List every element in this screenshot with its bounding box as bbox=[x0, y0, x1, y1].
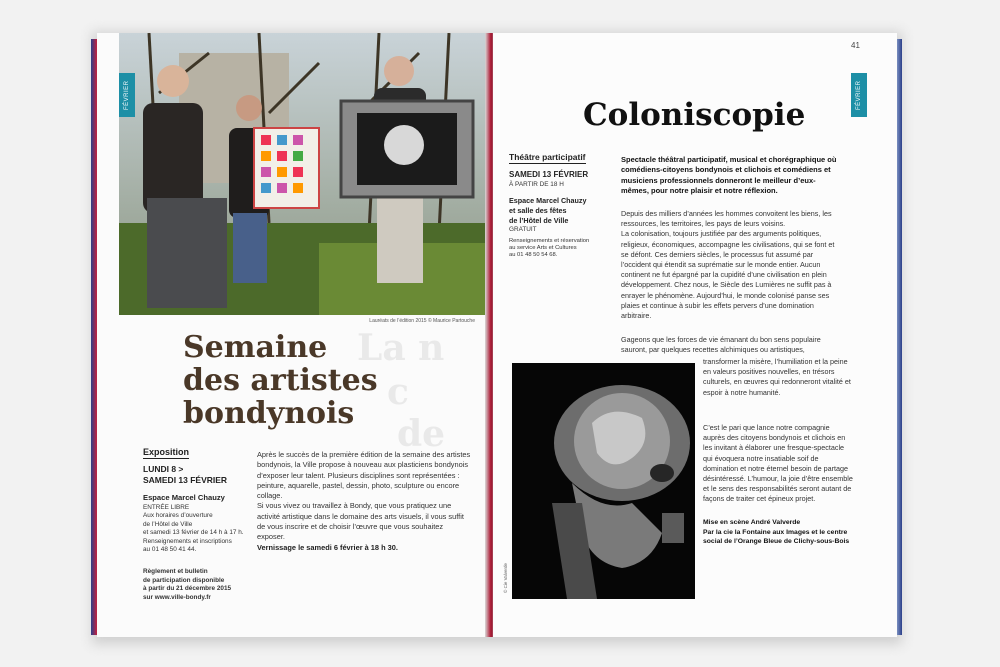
body-paragraph: Depuis des milliers d’années les hommes convoitent les biens, les ressources, les territoires, les pays de leurs voisins. bbox=[621, 209, 832, 229]
cover-edge-right bbox=[897, 39, 902, 635]
body-text bbox=[257, 450, 473, 553]
photo-caption: Lauréats de l’édition 2015 © Maurice Partouche bbox=[369, 318, 475, 324]
body-paragraph: Gageons que les forces de vie émanant du bon sens populaire sauront, par quelques recettes alchimiques ou artistiques, bbox=[621, 335, 821, 355]
info-line: Renseignements et inscriptions bbox=[143, 537, 232, 545]
credit-line: Mise en scène André Valverde bbox=[703, 519, 801, 526]
month-tab: FÉVRIER bbox=[119, 73, 135, 117]
title-line: bondynois bbox=[183, 396, 355, 431]
magazine-spread bbox=[97, 33, 897, 637]
event-date: SAMEDI 13 FÉVRIER bbox=[143, 475, 228, 485]
production-credits bbox=[703, 518, 853, 547]
body-paragraph: transformer la misère, l’humiliation et la peine en valeurs positives nouvelles, en trésors culturels, en œuvres qui redonneront vitalité et espoir à notre humanité. bbox=[703, 357, 851, 397]
right-page bbox=[493, 33, 897, 637]
info-line: Renseignements et réservation bbox=[509, 237, 590, 244]
image-credit: © Cie Valverde bbox=[503, 563, 508, 593]
main-text bbox=[621, 209, 843, 321]
event-time: À PARTIR DE 18 H bbox=[509, 181, 564, 188]
info-line: et samedi 13 février de 14 h à 17 h. bbox=[143, 529, 244, 537]
info-line: au service Arts et Cultures bbox=[509, 245, 577, 251]
left-page bbox=[97, 33, 489, 637]
category-label: Exposition bbox=[143, 447, 190, 457]
xray-image bbox=[512, 363, 695, 599]
event-price: GRATUIT bbox=[509, 226, 537, 234]
lead-paragraph: Spectacle théâtral participatif, musical et chorégraphique où comédiens-citoyens bondynois et clichois et comédiens et musiciens professionnels donneront le meilleur d’eux-mêmes, pour notre plaisir et notre réflexion. bbox=[621, 155, 837, 196]
info-line: au 01 48 50 41 44. bbox=[143, 546, 197, 554]
venue-line: et salle des fêtes bbox=[509, 206, 567, 215]
ghost-text-1: La n bbox=[357, 327, 445, 369]
regulation-line: sur www.ville-bondy.fr bbox=[143, 593, 211, 601]
body-paragraph: C’est le pari que lance notre compagnie auprès des citoyens bondynois et clichois en les invitant à élaborer une fresque-spectacle qui évoquera notre insatiable soif de domination et notre éternel besoin de partage désintéressé. L’humour, la joie d’être ensemble et le sens des responsabilités seront autant de façons de traiter cet épineux projet. bbox=[703, 423, 853, 504]
vernissage-note: Vernissage le samedi 6 février à 18 h 30. bbox=[257, 542, 398, 552]
venue-line: Espace Marcel Chauzy bbox=[509, 196, 587, 206]
event-venue: Espace Marcel Chauzy bbox=[143, 493, 225, 502]
info-line: Aux horaires d’ouverture bbox=[143, 512, 213, 520]
event-date: SAMEDI 13 FÉVRIER bbox=[509, 170, 589, 179]
title-line: des artistes bbox=[183, 363, 378, 398]
regulation-line: Règlement et bulletin bbox=[143, 568, 208, 576]
credit-line: Par la cie la Fontaine aux Images et le centre social de l’Orange Bleue de Clichy-sous-Bois bbox=[703, 528, 850, 546]
title-line: Semaine bbox=[183, 330, 328, 365]
event-entry: ENTRÉE LIBRE bbox=[143, 504, 190, 511]
month-tab: FÉVRIER bbox=[851, 73, 867, 117]
info-line: au 01 48 50 54 68. bbox=[509, 252, 558, 259]
body-paragraph: Si vous vivez ou travaillez à Bondy, que vous pratiquez une activité artistique dans le domaine des arts visuels, il vous suffit de vous inscrire et de choisir l’œuvre que vous souhaitez exposer. bbox=[257, 501, 464, 542]
info-line: de l’Hôtel de Ville bbox=[143, 520, 193, 528]
page-number: 41 bbox=[851, 41, 860, 50]
event-date: LUNDI 8 > bbox=[143, 464, 184, 474]
category-label: Théâtre participatif bbox=[509, 152, 586, 162]
regulation-line: de participation disponible bbox=[143, 576, 225, 584]
regulation-note bbox=[143, 568, 283, 602]
artists-photo bbox=[119, 33, 489, 315]
event-details bbox=[509, 170, 609, 260]
venue-line: de l’Hôtel de Ville bbox=[509, 215, 569, 225]
page-title bbox=[183, 331, 378, 430]
regulation-line: à partir du 21 décembre 2015 bbox=[143, 585, 232, 593]
xray-skull-illustration bbox=[512, 363, 695, 599]
artists-photo-illustration bbox=[119, 33, 489, 315]
ghost-text-2: c bbox=[387, 371, 409, 413]
body-paragraph: Après le succès de la première édition de la semaine des artistes bondynois, la Ville propose à nouveau aux plasticiens bondynois d’exposer leur talent. Plusieurs disciplines sont représentées : peinture, aquarelle, pastel, dessin, photo, sculpture ou encore collage. bbox=[257, 450, 471, 501]
page-title: Coloniscopie bbox=[583, 97, 806, 133]
ghost-text-3: de bbox=[397, 413, 446, 455]
body-paragraph: La colonisation, toujours justifiée par des arguments politiques, religieux, économiques, accompagne les civilisations, qui se font et se défont. Ces derniers siècles, le processus fut assumé par l’occident qui étendit sa suprématie sur le monde entier. Aucun continent ne fut épargné par la cupidité d’une civilisation en plein développement. Chez nous, le Siècle des Lumières ne suffit pas à enrayer le phénomène. Aujourd’hui, le monde colonisé panse ses plaies et continue à subir les effets pervers d’une domination arbitraire. bbox=[621, 229, 835, 321]
